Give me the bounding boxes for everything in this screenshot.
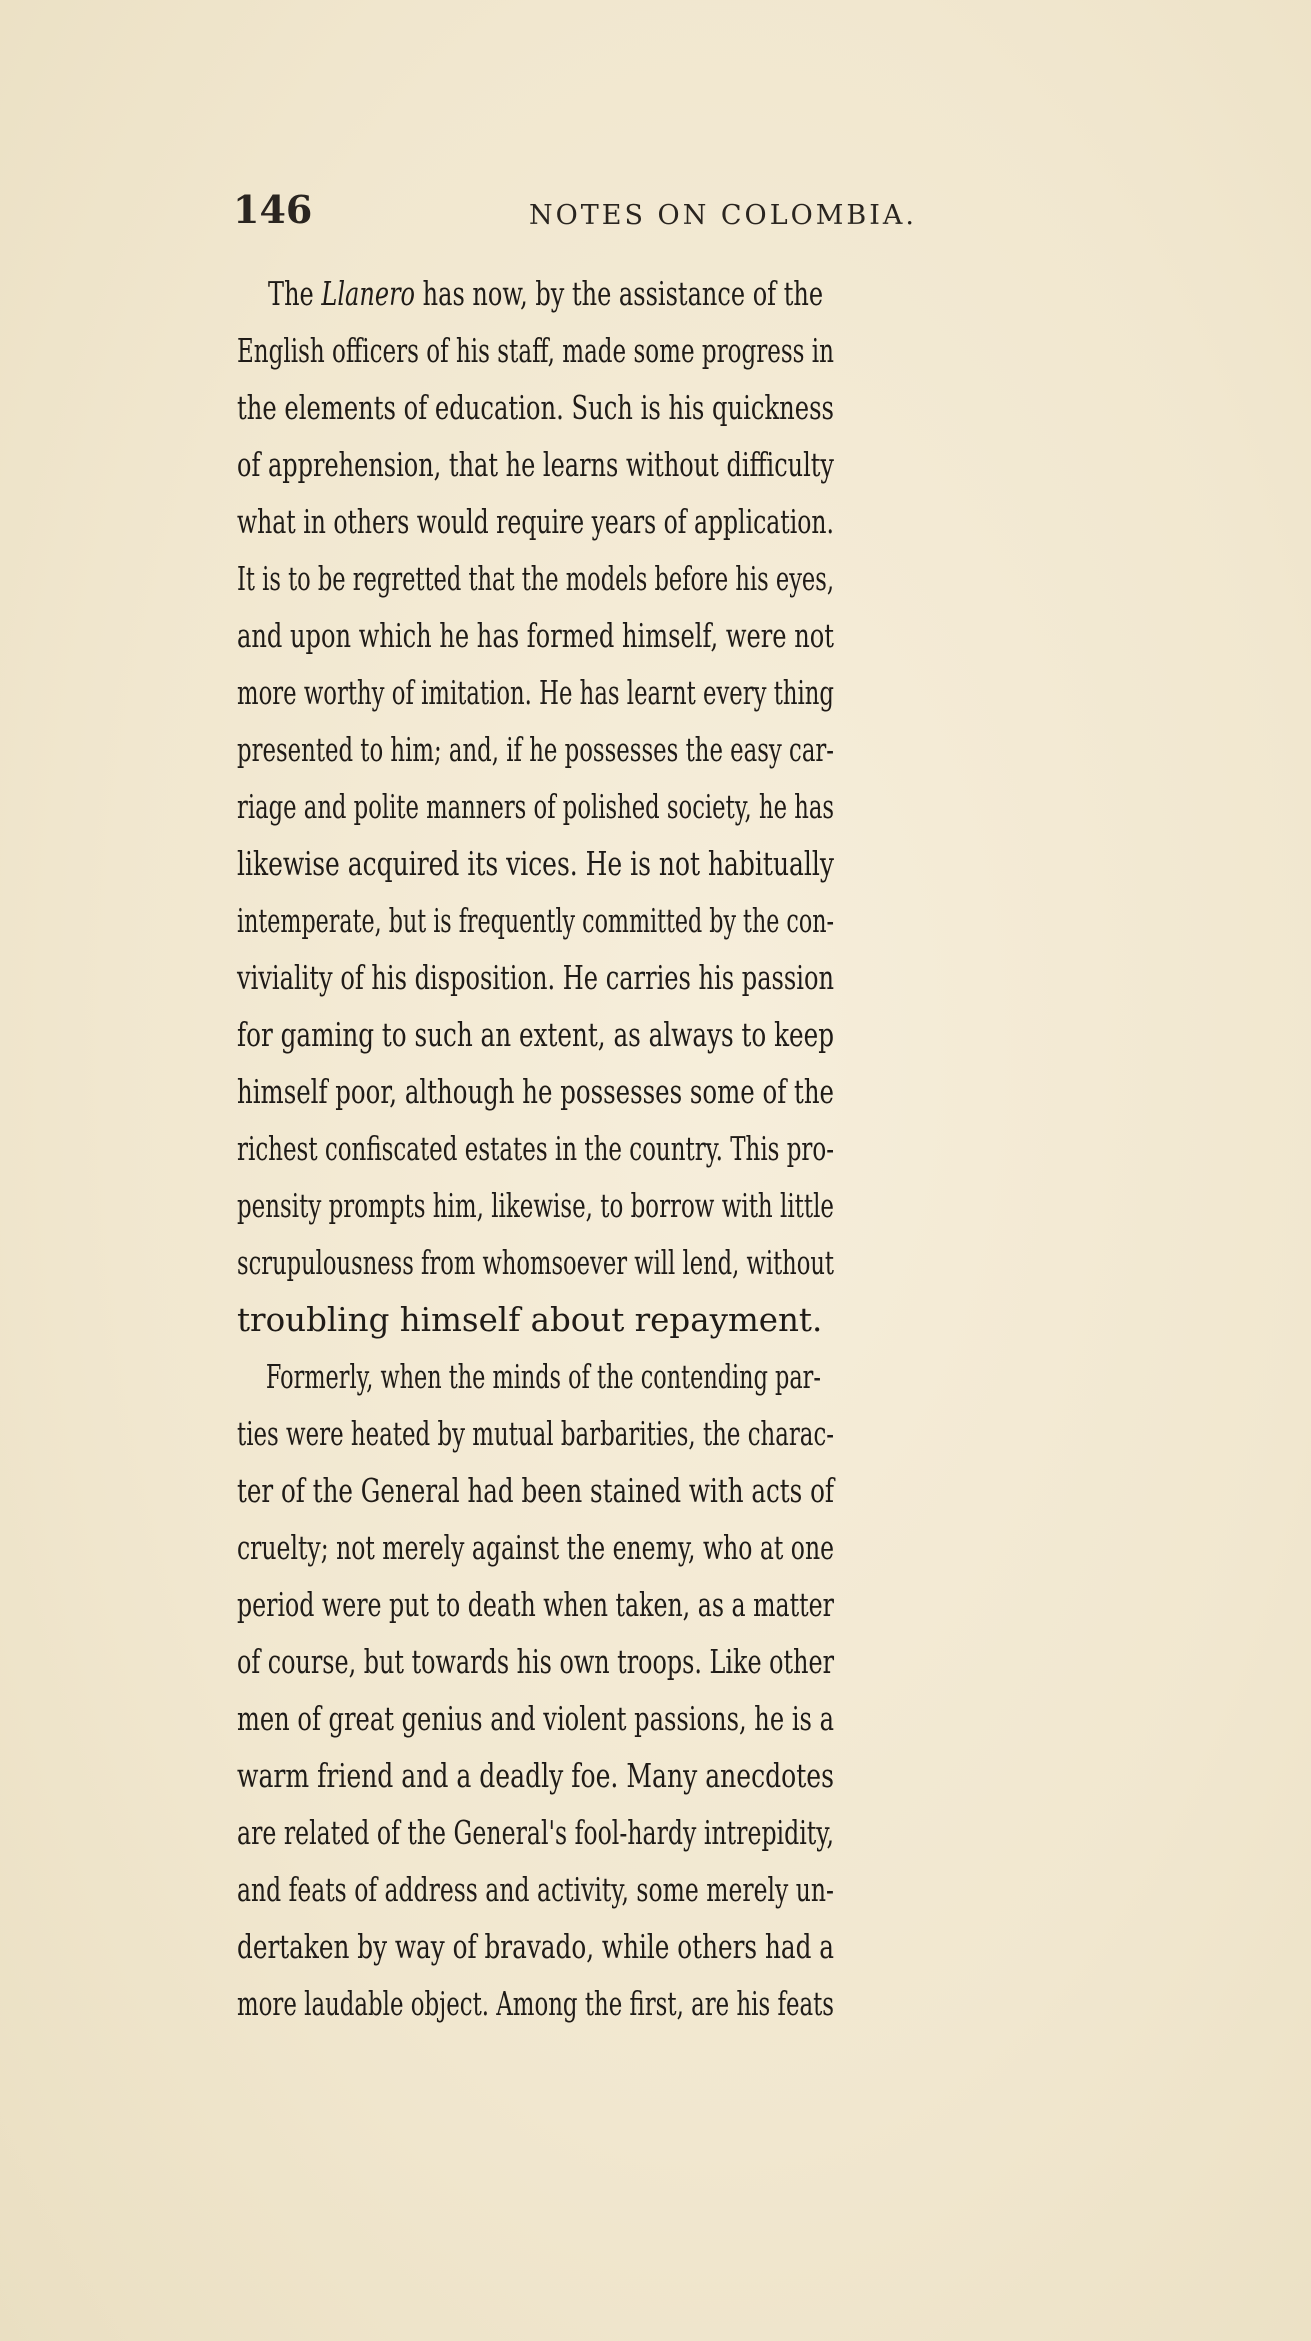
text-line: of apprehension, that he learns without difficulty xyxy=(237,446,834,484)
text-line: the elements of education. Such is his quickness xyxy=(237,389,834,427)
text-line: troubling himself about repayment. xyxy=(237,1301,823,1339)
text-line: richest confiscated estates in the country. This pro- xyxy=(237,1130,834,1168)
text-line: intemperate, but is frequently committed by the con- xyxy=(237,902,834,940)
text-line: presented to him; and, if he possesses the easy car- xyxy=(237,731,834,769)
text-line: ter of the General had been stained with acts of xyxy=(237,1472,834,1510)
text-line: Formerly, when the minds of the contending par- xyxy=(265,1358,821,1396)
text-line: likewise acquired its vices. He is not habitually xyxy=(237,845,834,883)
text-line: cruelty; not merely against the enemy, who at one xyxy=(237,1529,834,1567)
italic-term: Llanero xyxy=(321,275,416,313)
text-line: himself poor, although he possesses some of the xyxy=(237,1073,834,1111)
text-line: and upon which he has formed himself, were not xyxy=(237,617,834,655)
text-fragment: The xyxy=(268,275,322,313)
text-line: pensity prompts him, likewise, to borrow with little xyxy=(237,1187,834,1225)
text-line: of course, but towards his own troops. Like other xyxy=(237,1643,834,1681)
text-line xyxy=(237,266,1253,323)
text-line: ties were heated by mutual barbarities, the charac- xyxy=(237,1415,834,1453)
text-line: riage and polite manners of polished society, he has xyxy=(237,788,834,826)
page-header xyxy=(233,180,958,240)
text-line: period were put to death when taken, as a matter xyxy=(237,1586,834,1624)
body-text xyxy=(237,266,1253,2033)
page-number: 146 xyxy=(233,187,313,232)
text-line: for gaming to such an extent, as always to keep xyxy=(237,1016,834,1054)
text-line: more laudable object. Among the first, are his feats xyxy=(237,1985,834,2023)
text-line: more worthy of imitation. He has learnt every thing xyxy=(237,674,834,712)
running-head: NOTES ON COLOMBIA. xyxy=(529,200,917,231)
text-line: scrupulousness from whomsoever will lend, without xyxy=(237,1244,834,1282)
text-line: It is to be regretted that the models before his eyes, xyxy=(237,560,834,598)
text-fragment: has now, by the assistance of the xyxy=(415,275,824,313)
text-line: what in others would require years of application. xyxy=(237,503,834,541)
text-line: are related of the General's fool-hardy intrepidity, xyxy=(237,1814,834,1852)
text-line: and feats of address and activity, some merely un- xyxy=(237,1871,834,1909)
text-line: dertaken by way of bravado, while others had a xyxy=(237,1928,834,1966)
text-line: warm friend and a deadly foe. Many anecdotes xyxy=(237,1757,834,1795)
text-line: English officers of his staff, made some progress in xyxy=(237,332,834,370)
text-line: men of great genius and violent passions, he is a xyxy=(237,1700,834,1738)
text-line: viviality of his disposition. He carries his passion xyxy=(237,959,834,997)
